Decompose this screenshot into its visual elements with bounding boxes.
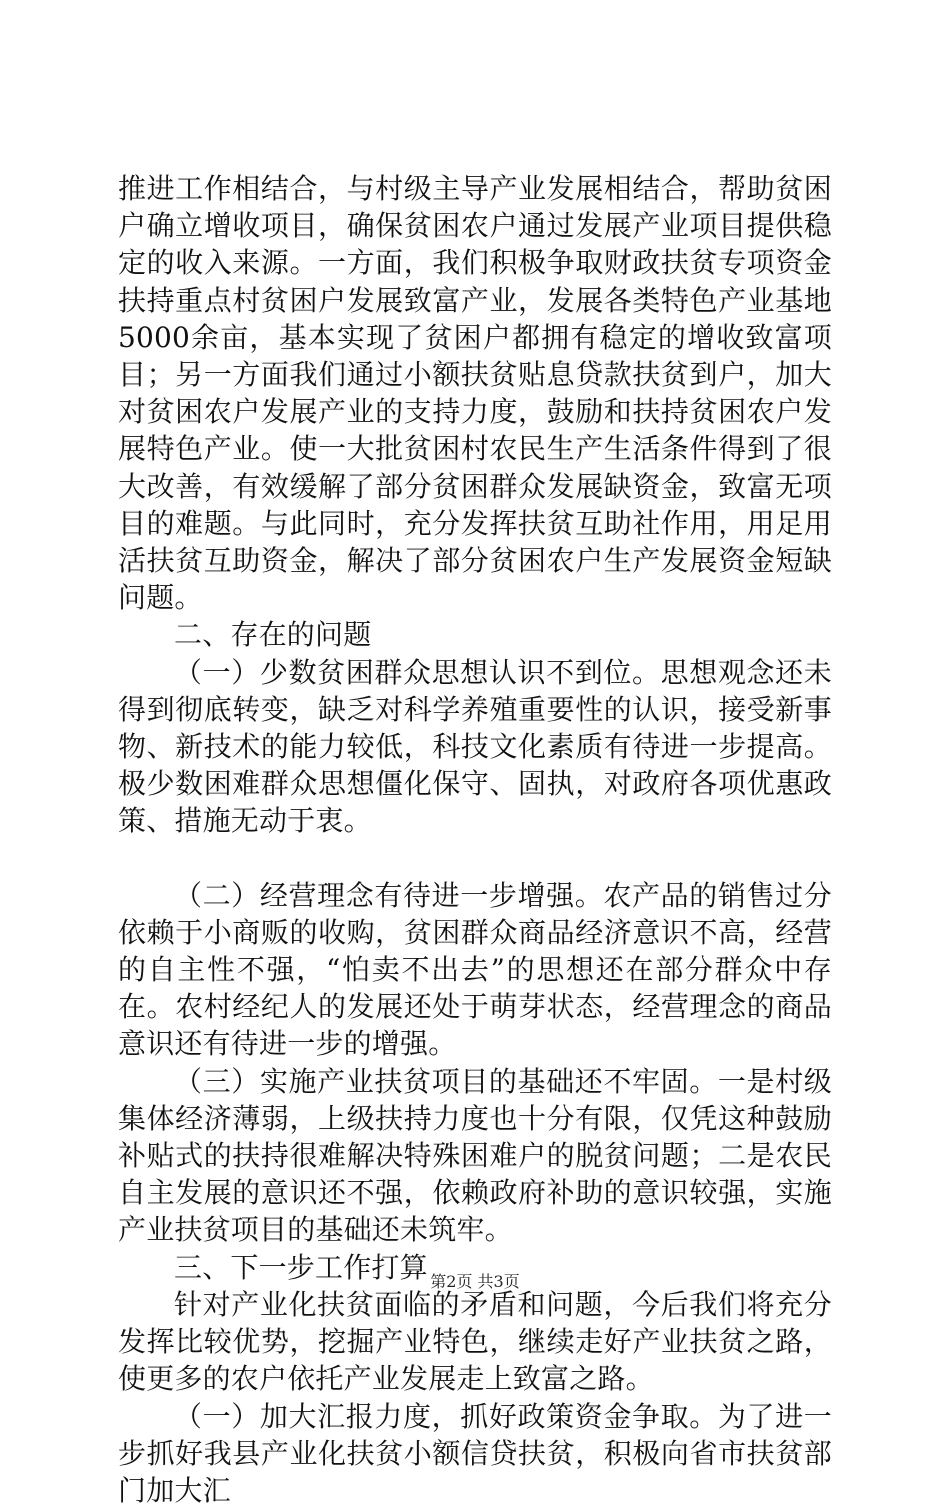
section-heading-next-steps: 三、下一步工作打算 [118,1249,832,1286]
paragraph-next-steps-intro: 针对产业化扶贫面临的矛盾和问题，今后我们将充分发挥比较优势，挖掘产业特色，继续走好产业扶贫之路，使更多的农户依托产业发展走上致富之路。 [118,1286,832,1398]
blank-line [118,840,832,877]
paragraph-intro-continuation: 推进工作相结合，与村级主导产业发展相结合，帮助贫困户确立增收项目，确保贫困农户通过发展产业项目提供稳定的收入来源。一方面，我们积极争取财政扶贫专项资金扶持重点村贫困户发展致富产业，发展各类特色产业基地5000余亩，基本实现了贫困户都拥有稳定的增收致富项目；另一方面我们通过小额扶贫贴息贷款扶贫到户，加大对贫困农户发展产业的支持力度，鼓励和扶持贫困农户发展特色产业。使一大批贫困村农民生产生活条件得到了很大改善，有效缓解了部分贫困群众发展缺资金，致富无项目的难题。与此同时，充分发挥扶贫互助社作用，用足用活扶贫互助资金，解决了部分贫困农户生产发展资金短缺问题。 [118,170,832,616]
page-number-footer: 第2页 共3页 [0,1272,950,1292]
paragraph-problem-1: （一）少数贫困群众思想认识不到位。思想观念还未得到彻底转变，缺乏对科学养殖重要性的认识，接受新事物、新技术的能力较低，科技文化素质有待进一步提高。极少数困难群众思想僵化保守、固执，对政府各项优惠政策、措施无动于衷。 [118,654,832,840]
section-heading-problems: 二、存在的问题 [118,616,832,653]
document-body [118,170,832,1509]
paragraph-next-step-1: （一）加大汇报力度，抓好政策资金争取。为了进一步抓好我县产业化扶贫小额信贷扶贫，积极向省市扶贫部门加大汇 [118,1398,832,1509]
paragraph-problem-2: （二）经营理念有待进一步增强。农产品的销售过分依赖于小商贩的收购，贫困群众商品经济意识不高，经营的自主性不强，“怕卖不出去”的思想还在部分群众中存在。农村经纪人的发展还处于萌芽状态，经营理念的商品意识还有待进一步的增强。 [118,877,832,1063]
paragraph-problem-3: （三）实施产业扶贫项目的基础还不牢固。一是村级集体经济薄弱，上级扶持力度也十分有限，仅凭这种鼓励补贴式的扶持很难解决特殊困难户的脱贫问题；二是农民自主发展的意识还不强，依赖政府补助的意识较强，实施产业扶贫项目的基础还未筑牢。 [118,1063,832,1249]
